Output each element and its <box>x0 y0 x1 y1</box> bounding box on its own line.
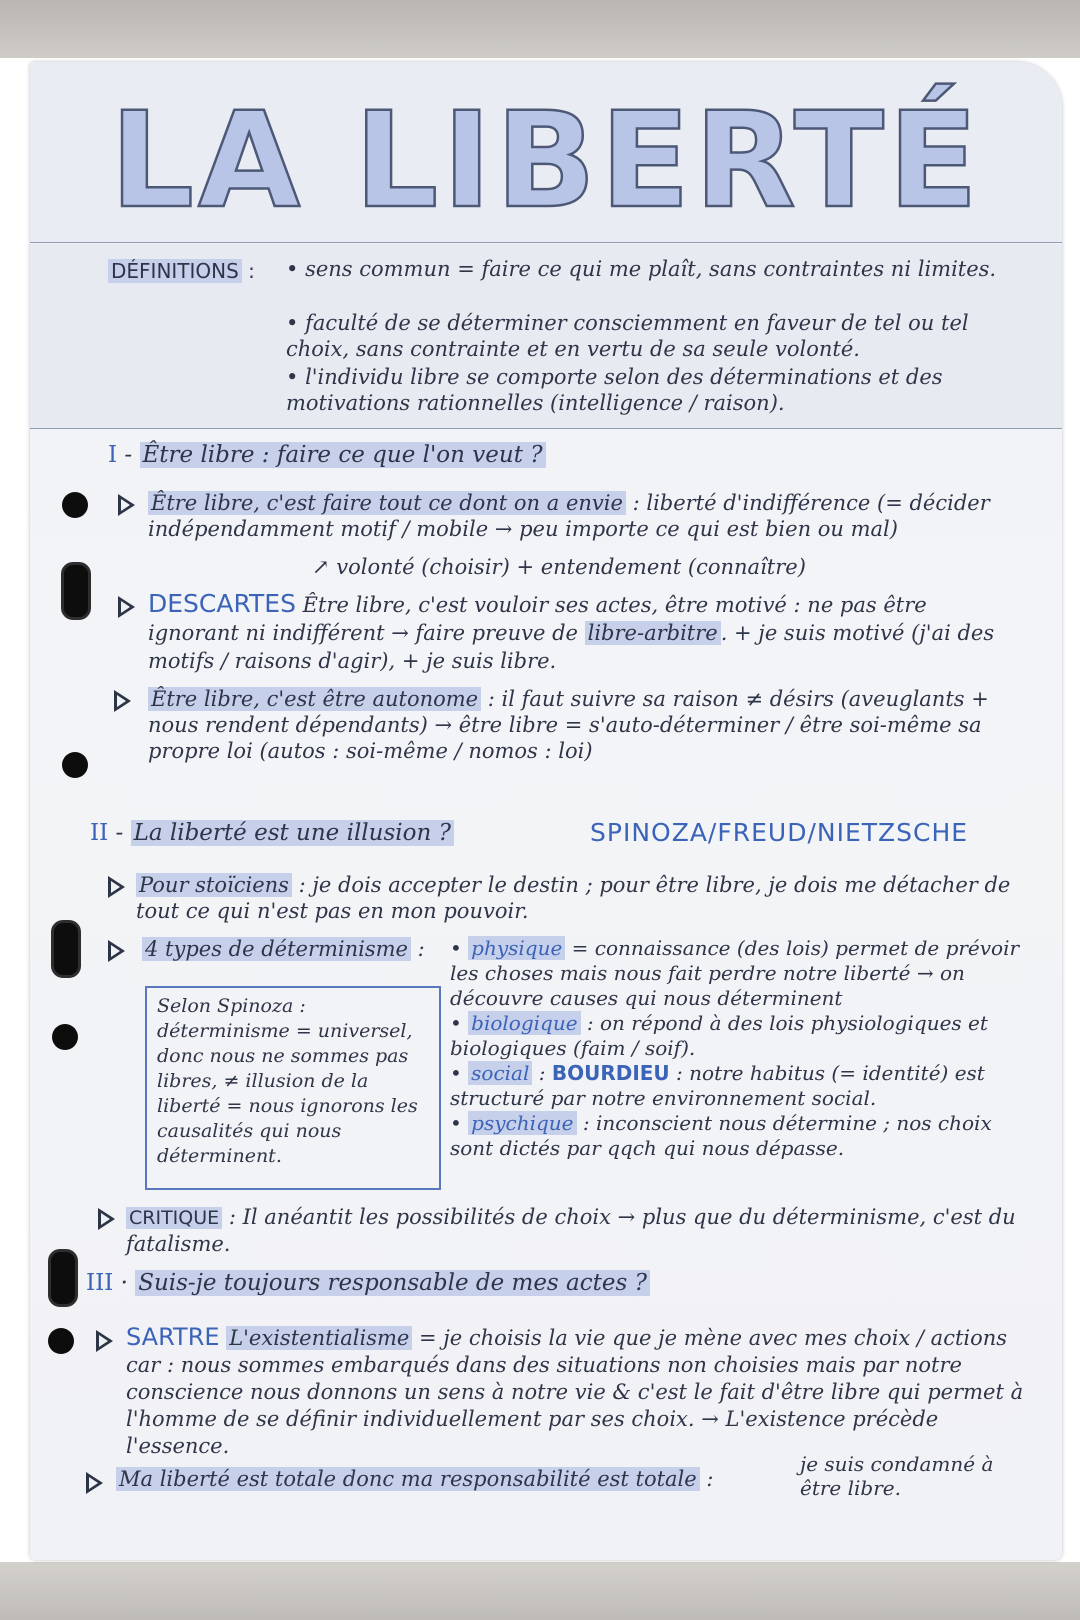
highlight: L'existentialisme <box>226 1326 412 1350</box>
bullet-triangle-icon <box>114 690 131 712</box>
paragraph <box>126 1324 1026 1460</box>
page-title: LA LIBERTÉ <box>109 84 983 238</box>
paragraph <box>148 590 1008 675</box>
paragraph <box>126 1204 1026 1257</box>
definition-text: l'individu libre se comporte selon des déterminations et des motivations rationnelles (intelligence / raison). <box>286 365 943 415</box>
paragraph-text: . + je suis motivé (j'ai des motifs / raisons d'agir), + je suis libre. <box>148 621 995 673</box>
section-heading-1: I - Être libre : faire ce que l'on veut ? <box>108 442 546 468</box>
paragraph-text: : <box>699 1467 714 1491</box>
determinism-item: • social : BOURDIEU : notre habitus (= identité) est structuré par notre environnement social. <box>450 1061 985 1110</box>
box-text: Selon Spinoza : déterminisme = universel, donc nous ne sommes pas libres, ≠ illusion de la liberté = nous ignorons les causalités qui nous déterminent. <box>157 995 418 1167</box>
bullet-triangle-icon <box>98 1208 115 1230</box>
determinism-text: : notre habitus (= identité) est structuré par notre environnement social. <box>450 1061 985 1110</box>
notebook-sheet <box>30 62 1062 1560</box>
section-title: Être libre : faire ce que l'on veut ? <box>140 442 546 468</box>
binder-slot <box>48 1249 78 1307</box>
paragraph <box>116 1466 816 1492</box>
note: ↗ volonté (choisir) + entendement (connaître) <box>312 555 806 579</box>
determinism-item: • psychique : inconscient nous détermine ; nos choix sont dictés par qqch qui nous dépasse. <box>450 1111 992 1160</box>
section-title: La liberté est une illusion ? <box>131 820 454 846</box>
section-heading-3: III · Suis-je toujours responsable de mes actes ? <box>86 1270 650 1296</box>
definitions-label-text: DÉFINITIONS <box>108 259 242 283</box>
determinism-item: • biologique : on répond à des lois physiologiques et biologiques (faim / soif). <box>450 1011 988 1060</box>
paragraph-text: : <box>410 937 425 961</box>
paragraph <box>136 872 1016 924</box>
highlight: Être libre, c'est être autonome <box>148 687 481 711</box>
section-numeral: II <box>90 820 109 846</box>
determinism-type: psychique <box>468 1111 576 1135</box>
binder-hole <box>62 492 88 518</box>
definition-text: faculté de se déterminer consciemment en faveur de tel ou tel choix, sans contrainte et en vertu de sa seule volonté. <box>286 311 969 361</box>
definition-item: • l'individu libre se comporte selon des déterminations et des motivations rationnelles (intelligence / raison). <box>286 365 943 415</box>
paragraph-text: : je dois accepter le destin ; pour être libre, je dois me détacher de tout ce qui n'est pas en mon pouvoir. <box>136 873 1011 923</box>
highlight: 4 types de déterminisme <box>142 937 411 961</box>
section-numeral: III <box>86 1270 114 1296</box>
bullet-triangle-icon <box>118 596 135 618</box>
binder-hole <box>48 1328 74 1354</box>
definition-item: • sens commun = faire ce qui me plaît, sans contraintes ni limites. <box>286 257 997 281</box>
paragraph <box>148 686 1018 764</box>
highlight: Être libre, c'est faire tout ce dont on a envie <box>148 491 626 515</box>
title-band <box>30 62 1062 243</box>
highlight: CRITIQUE <box>126 1207 222 1229</box>
background-bottom <box>0 1562 1080 1620</box>
spinoza-box <box>145 986 441 1190</box>
determinism-text: = connaissance (des lois) permet de prévoir les choses mais nous fait perdre notre liberté → on découvre causes qui nous déterminent <box>450 936 1020 1010</box>
paragraph-text: : Il anéantit les possibilités de choix → plus que du déterminisme, c'est du fatalisme. <box>126 1205 1016 1256</box>
paragraph-text: : il faut suivre sa raison ≠ désirs (aveuglants + nous rendent dépendants) → être libre = s'auto-déterminer / être soi-même sa propre loi (autos : soi-même / nomos : loi) <box>148 687 989 763</box>
determinism-type: biologique <box>468 1011 580 1035</box>
binder-slot <box>61 562 91 620</box>
highlight: Pour stoïciens <box>136 873 292 897</box>
paragraph-text: = je choisis la vie que je mène avec mes choix / actions car : nous sommes embarqués dans des situations non choisies mais par notre conscience nous donnons un sens à notre vie & c'est le fait d'être libre qui permet à l'homme de se définir individuellement par ses choix. → L'existence précède l'essence. <box>126 1326 1024 1458</box>
paragraph-text: : liberté d'indifférence (= décider indépendamment motif / mobile → peu importe ce qui est bien ou mal) <box>148 491 990 541</box>
determinism-text: : on répond à des lois physiologiques et biologiques (faim / soif). <box>450 1011 988 1060</box>
section-heading-2: II - La liberté est une illusion ? <box>90 820 454 846</box>
highlight: Ma liberté est totale donc ma responsabilité est totale <box>116 1467 700 1491</box>
bullet-triangle-icon <box>86 1472 103 1494</box>
author-name: BOURDIEU <box>551 1061 670 1085</box>
paragraph-label <box>142 936 425 962</box>
determinism-item: • physique = connaissance (des lois) permet de prévoir les choses mais nous fait perdre notre liberté → on découvre causes qui nous déterminent <box>450 936 1020 1010</box>
note: je suis condamné à être libre. <box>800 1452 994 1500</box>
author-name: SARTRE <box>126 1323 220 1351</box>
author-name: DESCARTES <box>148 589 296 618</box>
section-numeral: I <box>108 442 118 468</box>
binder-hole <box>62 752 88 778</box>
determinism-text: : inconscient nous détermine ; nos choix sont dictés par qqch qui nous dépasse. <box>450 1111 992 1160</box>
bullet-triangle-icon <box>118 494 135 516</box>
paragraph-text: Être libre, c'est vouloir ses actes, être motivé : ne pas être ignorant ni indifférent → faire preuve de <box>148 593 927 645</box>
background-top <box>0 0 1080 58</box>
bullet-triangle-icon <box>96 1330 113 1352</box>
definition-text: sens commun = faire ce qui me plaît, sans contraintes ni limites. <box>305 257 997 281</box>
binder-slot <box>51 920 81 978</box>
authors-list: SPINOZA/FREUD/NIETZSCHE <box>590 818 969 847</box>
paragraph <box>148 490 1008 542</box>
determinism-type: physique <box>468 936 565 960</box>
binder-hole <box>52 1024 78 1050</box>
definitions-block <box>30 244 1062 429</box>
bullet-triangle-icon <box>108 940 125 962</box>
determinism-list <box>450 936 1040 1161</box>
determinism-type: social <box>468 1061 532 1085</box>
bullet-triangle-icon <box>108 876 125 898</box>
definitions-label: DÉFINITIONS : <box>108 258 255 284</box>
definition-item: • faculté de se déterminer consciemment en faveur de tel ou tel choix, sans contrainte et en vertu de sa seule volonté. <box>286 311 969 361</box>
highlight: libre-arbitre <box>585 621 721 645</box>
section-title: Suis-je toujours responsable de mes actes ? <box>135 1270 650 1296</box>
